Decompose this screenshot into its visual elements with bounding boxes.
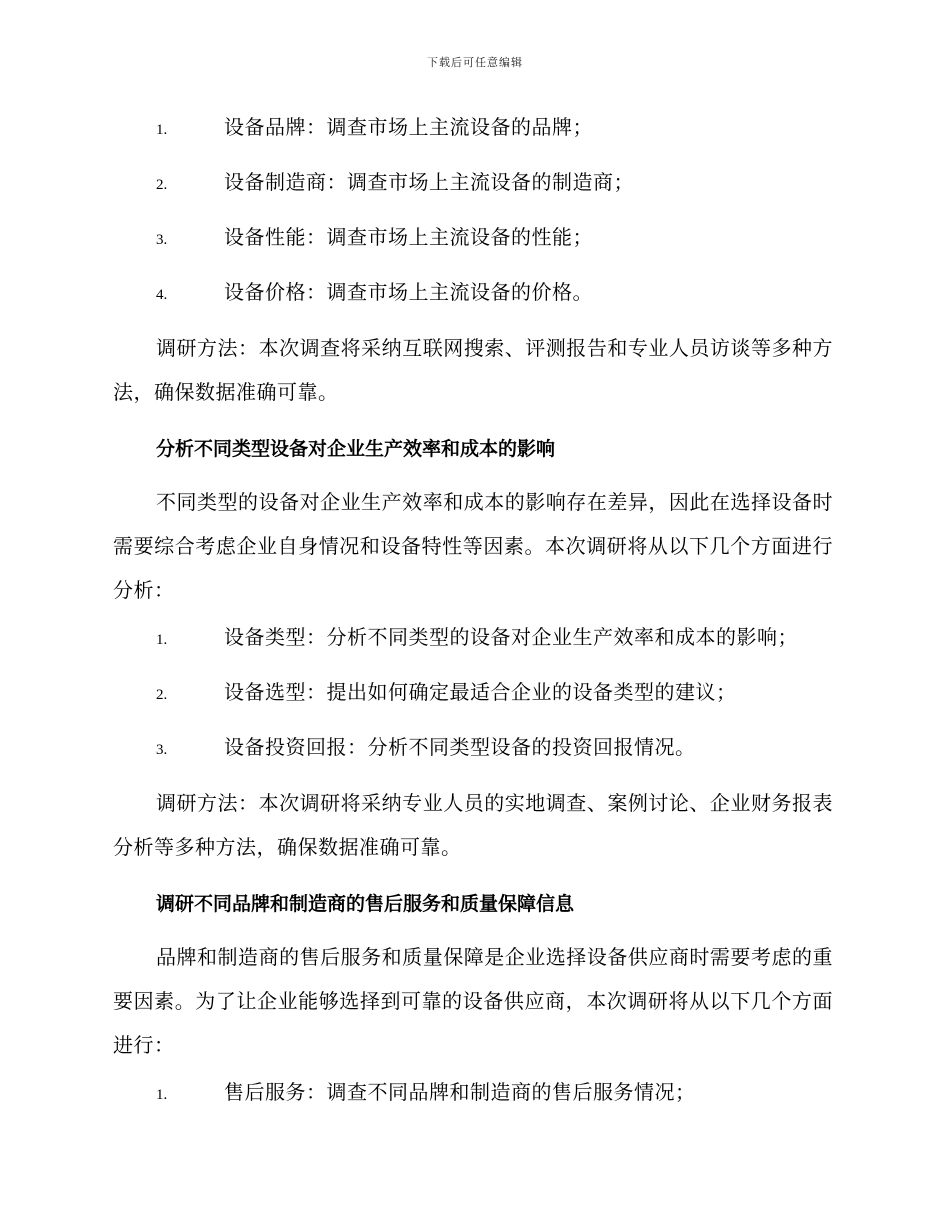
section-heading: 调研不同品牌和制造商的售后服务和质量保障信息 <box>156 893 575 915</box>
list-number: 4. <box>156 287 168 303</box>
list-item <box>113 271 833 326</box>
analysis-list <box>113 616 833 781</box>
list-text: 设备投资回报：分析不同类型设备的投资回报情况。 <box>224 735 696 759</box>
list-item <box>113 616 833 671</box>
list-text: 设备价格：调查市场上主流设备的价格。 <box>224 280 593 304</box>
method-paragraph: 调研方法：本次调研将采纳专业人员的实地调查、案例讨论、企业财务报表分析等多种方法，确保数据准确可靠。 <box>113 791 833 859</box>
list-text: 设备品牌：调查市场上主流设备的品牌； <box>224 115 593 139</box>
document-body <box>113 106 833 1126</box>
list-item <box>113 106 833 161</box>
list-number: 3. <box>156 232 168 248</box>
equipment-survey-list <box>113 106 833 326</box>
method-paragraph: 调研方法：本次调查将采纳互联网搜索、评测报告和专业人员访谈等多种方法，确保数据准确可靠。 <box>113 336 833 404</box>
list-item <box>113 1071 833 1126</box>
list-text: 设备制造商：调查市场上主流设备的制造商； <box>224 170 634 194</box>
list-number: 1. <box>156 1087 168 1103</box>
list-number: 3. <box>156 742 168 758</box>
list-number: 1. <box>156 632 168 648</box>
list-item <box>113 216 833 271</box>
list-text: 设备类型：分析不同类型的设备对企业生产效率和成本的影响； <box>224 625 798 649</box>
list-text: 设备选型：提出如何确定最适合企业的设备类型的建议； <box>224 680 737 704</box>
intro-paragraph: 不同类型的设备对企业生产效率和成本的影响存在差异，因此在选择设备时需要综合考虑企业自身情况和设备特性等因素。本次调研将从以下几个方面进行分析： <box>113 490 833 602</box>
section-heading: 分析不同类型设备对企业生产效率和成本的影响 <box>156 438 556 460</box>
list-item <box>113 726 833 781</box>
list-number: 2. <box>156 177 168 193</box>
list-text: 设备性能：调查市场上主流设备的性能； <box>224 225 593 249</box>
list-number: 2. <box>156 687 168 703</box>
list-item <box>113 161 833 216</box>
intro-paragraph: 品牌和制造商的售后服务和质量保障是企业选择设备供应商时需要考虑的重要因素。为了让企业能够选择到可靠的设备供应商，本次调研将从以下几个方面进行： <box>113 945 833 1057</box>
list-number: 1. <box>156 122 168 138</box>
list-item <box>113 671 833 726</box>
page-header: 下载后可任意编辑 <box>427 56 523 69</box>
list-text: 售后服务：调查不同品牌和制造商的售后服务情况； <box>224 1080 696 1104</box>
service-list <box>113 1071 833 1126</box>
